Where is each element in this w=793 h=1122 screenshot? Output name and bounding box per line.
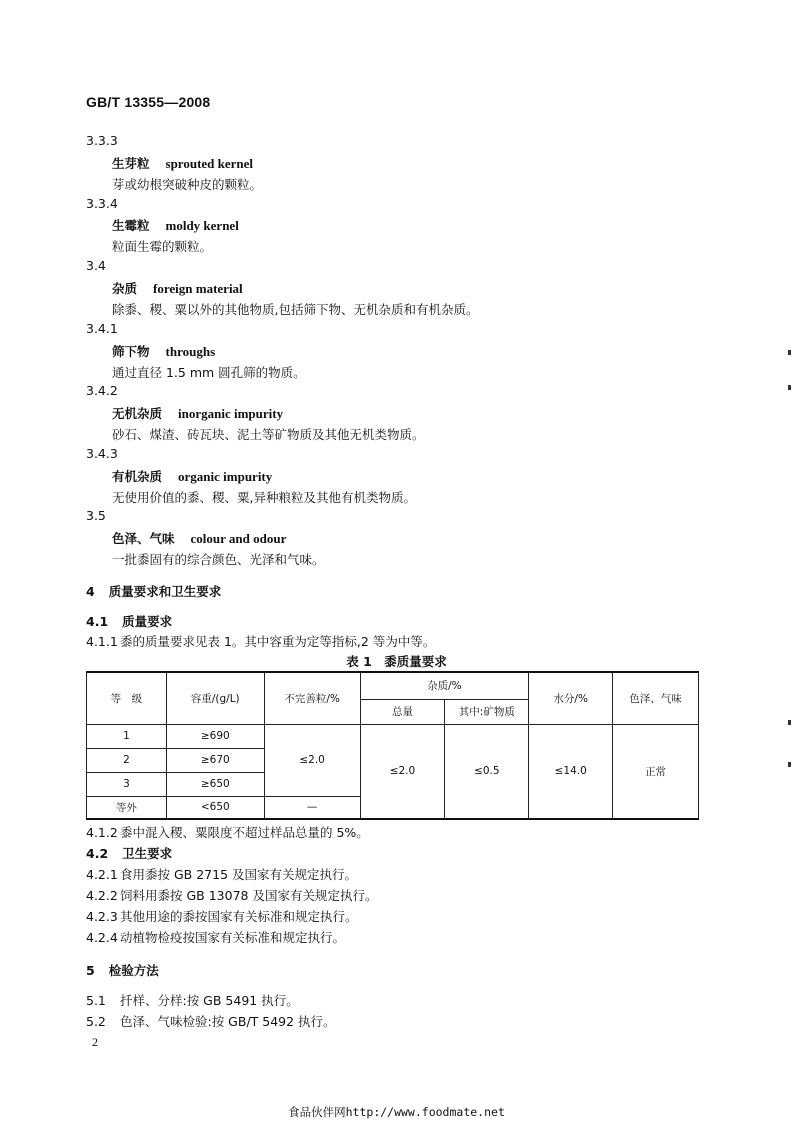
- cell-colour: 正常: [613, 724, 699, 819]
- clause-number: 3.4.2: [86, 383, 118, 398]
- term-definition: 一批黍固有的综合颜色、光泽和气味。: [112, 552, 325, 567]
- term-title: 色泽、气味 colour and odour: [112, 531, 287, 546]
- header-mineral: 其中:矿物质: [445, 699, 529, 724]
- standard-header: GB/T 13355—2008: [86, 94, 211, 110]
- section-heading: 5 检验方法: [86, 963, 159, 978]
- header-moisture: 水分/%: [529, 672, 613, 724]
- header-density: 容重/(g/L): [166, 672, 264, 724]
- clause-4-1-2: 4.1.2 黍中混入稷、粟限度不超过样品总量的 5%。: [86, 825, 369, 840]
- cell-imperfect-out: —: [264, 796, 360, 819]
- term-title: 生霉粒 moldy kernel: [112, 218, 239, 233]
- term-definition: 砂石、煤渣、砖瓦块、泥土等矿物质及其他无机类物质。: [112, 427, 425, 442]
- scan-mark: [788, 762, 791, 767]
- cell-grade: 等外: [87, 796, 167, 819]
- table-caption: 表 1 黍质量要求: [346, 654, 447, 669]
- header-colour: 色泽、气味: [613, 672, 699, 724]
- cell-moisture: ≤14.0: [529, 724, 613, 819]
- footer-watermark: 食品伙伴网http://www.foodmate.net: [288, 1105, 505, 1119]
- header-total: 总量: [360, 699, 445, 724]
- clause-number: 3.3.4: [86, 196, 118, 211]
- cell-imperfect: ≤2.0: [264, 724, 360, 796]
- term-title: 筛下物 throughs: [112, 344, 216, 359]
- clause-number: 3.4.1: [86, 321, 118, 336]
- term-definition: 芽或幼根突破种皮的颗粒。: [112, 177, 263, 192]
- section-heading: 4 质量要求和卫生要求: [86, 584, 222, 599]
- clause-5-1: 5.1 扦样、分样:按 GB 5491 执行。: [86, 993, 299, 1008]
- cell-density: ≥670: [166, 748, 264, 772]
- term-definition: 无使用价值的黍、稷、粟,异种粮粒及其他有机类物质。: [112, 490, 416, 505]
- cell-density: <650: [166, 796, 264, 819]
- quality-table: [86, 671, 699, 820]
- clause-number: 3.4.3: [86, 446, 118, 461]
- cell-density: ≥690: [166, 724, 264, 748]
- page-number: 2: [92, 1035, 98, 1049]
- subsection-heading: 4.1 质量要求: [86, 614, 173, 629]
- term-definition: 除黍、稷、粟以外的其他物质,包括筛下物、无机杂质和有机杂质。: [112, 302, 479, 317]
- scan-mark: [788, 385, 791, 390]
- clause-4-2-1: 4.2.1 食用黍按 GB 2715 及国家有关规定执行。: [86, 867, 357, 882]
- header-imperfect: 不完善粒/%: [264, 672, 360, 724]
- header-grade: 等 级: [87, 672, 167, 724]
- clause-number: 3.3.3: [86, 133, 118, 148]
- clause-number: 3.5: [86, 508, 106, 523]
- cell-density: ≥650: [166, 772, 264, 796]
- term-title: 无机杂质 inorganic impurity: [112, 406, 284, 421]
- clause-number: 3.4: [86, 258, 106, 273]
- clause-4-2-4: 4.2.4 动植物检疫按国家有关标准和规定执行。: [86, 930, 346, 945]
- scan-mark: [788, 720, 791, 725]
- term-definition: 粒面生霉的颗粒。: [112, 239, 213, 254]
- clause-5-2: 5.2 色泽、气味检验:按 GB/T 5492 执行。: [86, 1014, 336, 1029]
- term-title: 有机杂质 organic impurity: [112, 469, 273, 484]
- term-title: 生芽粒 sprouted kernel: [112, 156, 254, 171]
- cell-total: ≤2.0: [360, 724, 445, 819]
- clause-4-2-2: 4.2.2 饲料用黍按 GB 13078 及国家有关规定执行。: [86, 888, 378, 903]
- clause-4-1-1: 4.1.1 黍的质量要求见表 1。其中容重为定等指标,2 等为中等。: [86, 634, 436, 649]
- subsection-heading: 4.2 卫生要求: [86, 846, 173, 861]
- header-impurity: 杂质/%: [360, 672, 529, 699]
- clause-4-2-3: 4.2.3 其他用途的黍按国家有关标准和规定执行。: [86, 909, 358, 924]
- scan-mark: [788, 350, 791, 355]
- cell-grade: 3: [87, 772, 167, 796]
- cell-grade: 1: [87, 724, 167, 748]
- cell-grade: 2: [87, 748, 167, 772]
- term-definition: 通过直径 1.5 mm 圆孔筛的物质。: [112, 365, 306, 380]
- cell-mineral: ≤0.5: [445, 724, 529, 819]
- term-title: 杂质 foreign material: [112, 281, 243, 296]
